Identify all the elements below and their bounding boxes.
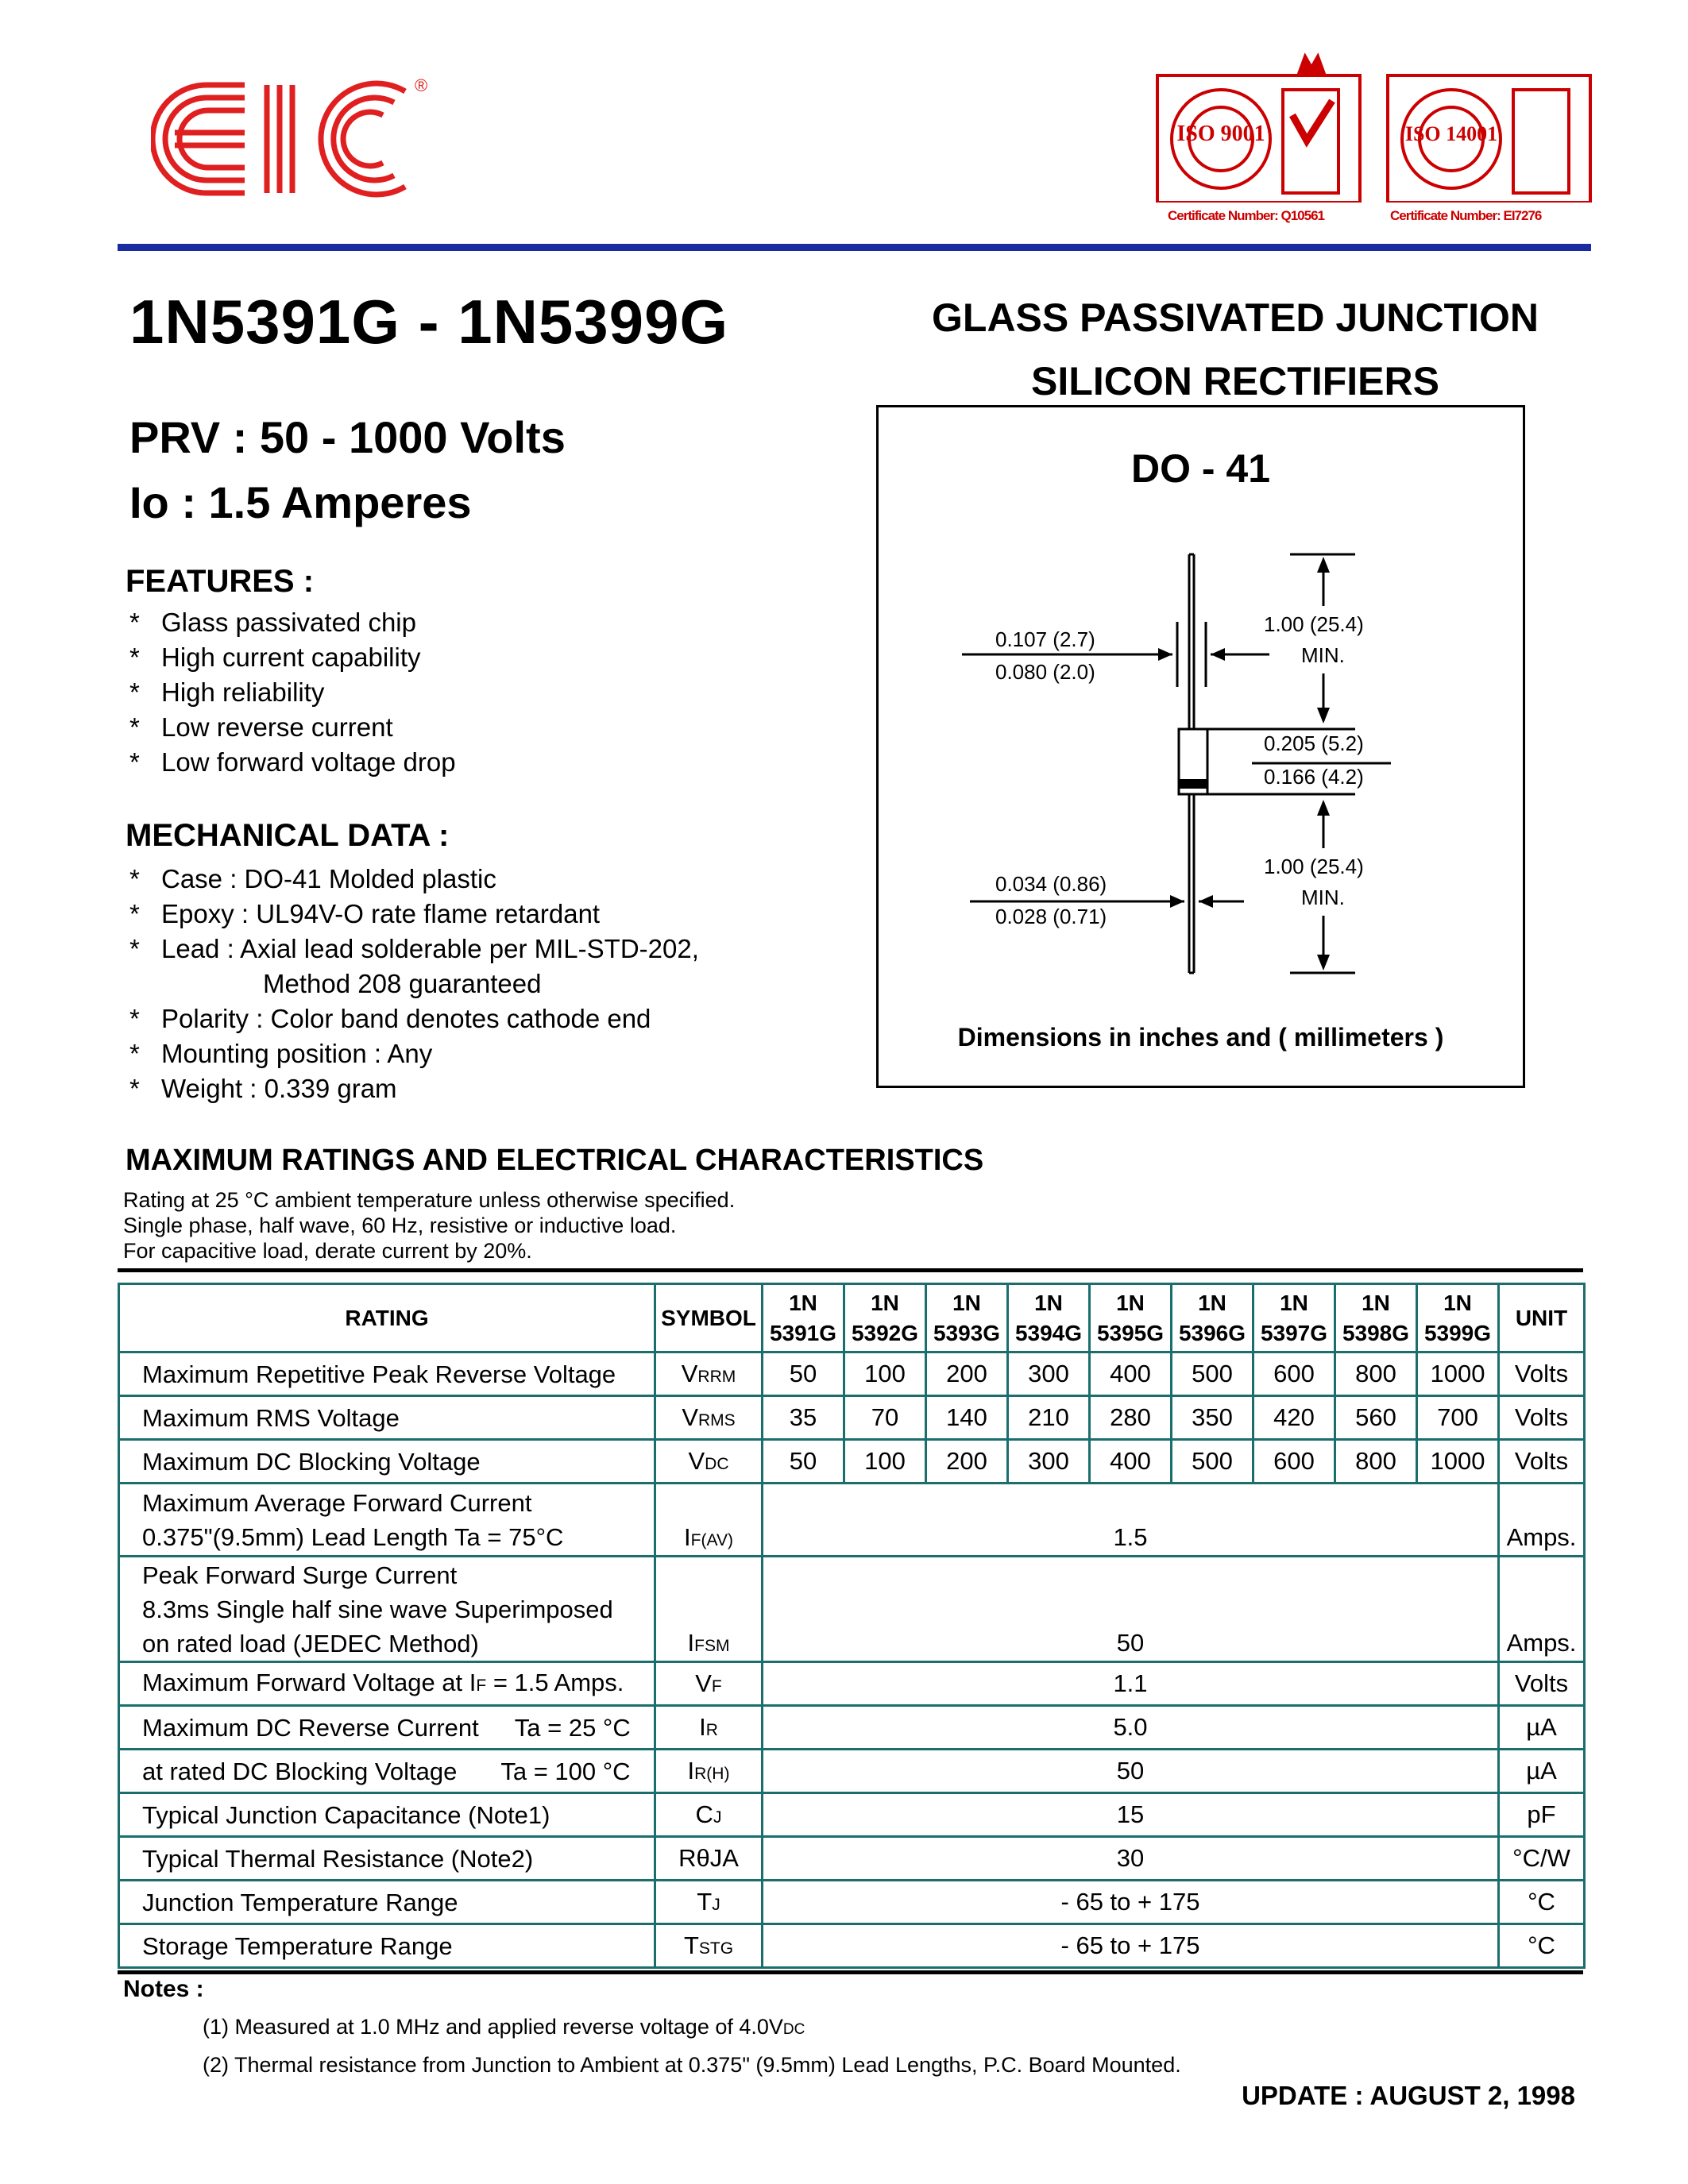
- rating-unit: pF: [1499, 1793, 1585, 1837]
- table-row: [119, 1396, 1585, 1440]
- rating-value: 50: [763, 1750, 1499, 1793]
- cert-number-2: Certificate Number: EI7276: [1390, 208, 1542, 223]
- rating-unit: Amps.: [1499, 1557, 1585, 1662]
- table-row: [119, 1440, 1585, 1484]
- rating-unit: Amps.: [1499, 1484, 1585, 1557]
- rating-desc: Maximum Repetitive Peak Reverse Voltage: [119, 1352, 655, 1396]
- rating-value: 350: [1172, 1396, 1253, 1440]
- iso-9001-mark: ISO 9001: [1176, 122, 1265, 146]
- list-item: * Epoxy : UL94V-O rate flame retardant: [129, 899, 601, 928]
- rating-value: 100: [844, 1440, 926, 1484]
- rating-symbol: IFSM: [655, 1557, 763, 1662]
- rating-desc: Storage Temperature Range: [119, 1924, 655, 1968]
- header-unit: UNIT: [1499, 1284, 1585, 1352]
- table-row: [119, 1924, 1585, 1968]
- list-item: * Polarity : Color band denotes cathode end: [129, 1004, 651, 1033]
- ratings-table: [118, 1283, 1586, 1969]
- rating-symbol: TSTG: [655, 1924, 763, 1968]
- rating-value: 100: [844, 1352, 926, 1396]
- rating-value: 400: [1090, 1440, 1172, 1484]
- list-item: * Glass passivated chip: [129, 608, 416, 637]
- update-date: UPDATE : AUGUST 2, 1998: [1242, 2081, 1575, 2110]
- prv-rating: [129, 405, 566, 535]
- eic-logo: [151, 68, 445, 210]
- rating-symbol: VRMS: [655, 1396, 763, 1440]
- rating-desc: Junction Temperature Range: [119, 1881, 655, 1924]
- registered-mark: ®: [415, 75, 428, 95]
- rating-unit: Volts: [1499, 1352, 1585, 1396]
- rating-symbol: CJ: [655, 1793, 763, 1837]
- rating-unit: Volts: [1499, 1396, 1585, 1440]
- rating-desc: Maximum Average Forward Current 0.375"(9.5mm) Lead Length Ta = 75°C: [119, 1484, 655, 1557]
- header-part: 1N 5392G: [844, 1284, 926, 1352]
- list-item: * Weight : 0.339 gram: [129, 1074, 397, 1103]
- rating-value: 1.1: [763, 1662, 1499, 1706]
- header-part: 1N 5394G: [1008, 1284, 1090, 1352]
- rating-value: 50: [763, 1352, 844, 1396]
- package-name: DO - 41: [1130, 446, 1271, 491]
- rating-desc: at rated DC Blocking Voltage Ta = 100 °C: [119, 1750, 655, 1793]
- rating-desc: Typical Thermal Resistance (Note2): [119, 1837, 655, 1881]
- ratings-conditions: [123, 1187, 735, 1264]
- rating-value: 600: [1253, 1440, 1335, 1484]
- rating-value: 35: [763, 1396, 844, 1440]
- table-row: [119, 1837, 1585, 1881]
- header-symbol: SYMBOL: [655, 1284, 763, 1352]
- rating-value: 30: [763, 1837, 1499, 1881]
- header-part: 1N 5397G: [1253, 1284, 1335, 1352]
- dimensions-note: Dimensions in inches and ( millimeters ): [957, 1023, 1444, 1051]
- note-item: (2) Thermal resistance from Junction to Ambient at 0.375" (9.5mm) Lead Lengths, P.C. Board Mounted.: [203, 2053, 1181, 2077]
- dim-wire-2: 0.028 (0.71): [995, 905, 1107, 928]
- rating-symbol: IR(H): [655, 1750, 763, 1793]
- rating-value: 5.0: [763, 1706, 1499, 1750]
- rating-unit: µA: [1499, 1750, 1585, 1793]
- rating-value: 700: [1417, 1396, 1499, 1440]
- rating-desc: Typical Junction Capacitance (Note1): [119, 1793, 655, 1837]
- table-row: [119, 1484, 1585, 1557]
- rating-value: 800: [1335, 1440, 1417, 1484]
- rating-desc: Maximum RMS Voltage: [119, 1396, 655, 1440]
- table-header-row: [119, 1284, 1585, 1352]
- rating-desc: Peak Forward Surge Current 8.3ms Single half sine wave Superimposed on rated load (JEDEC Method): [119, 1557, 655, 1662]
- header-rating: RATING: [119, 1284, 655, 1352]
- do41-drawing: [879, 407, 1523, 1086]
- condition-line: For capacitive load, derate current by 20%.: [123, 1239, 532, 1263]
- list-item: * Low forward voltage drop: [129, 747, 456, 777]
- header-part: 1N 5391G: [763, 1284, 844, 1352]
- rating-value: 500: [1172, 1440, 1253, 1484]
- rating-value: 140: [926, 1396, 1008, 1440]
- table-row: [119, 1557, 1585, 1662]
- table-row: [119, 1881, 1585, 1924]
- list-item: * Mounting position : Any: [129, 1039, 433, 1068]
- rating-value: 200: [926, 1352, 1008, 1396]
- table-top-rule: [118, 1268, 1583, 1272]
- dim-length-bot-2: MIN.: [1301, 886, 1345, 909]
- list-item: * Low reverse current: [129, 712, 393, 742]
- rating-value: 15: [763, 1793, 1499, 1837]
- cert-number-1: Certificate Number: Q10561: [1168, 208, 1324, 223]
- rating-symbol: VDC: [655, 1440, 763, 1484]
- rating-value: 1.5: [763, 1484, 1499, 1557]
- table-row: [119, 1793, 1585, 1837]
- ratings-heading: MAXIMUM RATINGS AND ELECTRICAL CHARACTERISTICS: [126, 1144, 984, 1177]
- rating-unit: Volts: [1499, 1662, 1585, 1706]
- mechanical-heading: MECHANICAL DATA :: [126, 818, 450, 853]
- table-row: [119, 1706, 1585, 1750]
- rating-value: 420: [1253, 1396, 1335, 1440]
- rating-value: 50: [763, 1440, 844, 1484]
- rating-unit: °C/W: [1499, 1837, 1585, 1881]
- rating-value: 50: [763, 1557, 1499, 1662]
- certification-marks: [1156, 52, 1593, 203]
- rating-value: - 65 to + 175: [763, 1881, 1499, 1924]
- features-list: [129, 605, 456, 780]
- header-part: 1N 5395G: [1090, 1284, 1172, 1352]
- rating-value: 800: [1335, 1352, 1417, 1396]
- notes-list: [203, 2009, 1181, 2082]
- rating-symbol: TJ: [655, 1881, 763, 1924]
- note-item: (1) Measured at 1.0 MHz and applied reverse voltage of 4.0VDC: [203, 2015, 805, 2039]
- list-item: * High reliability: [129, 677, 325, 707]
- rating-symbol: VRRM: [655, 1352, 763, 1396]
- rating-symbol: RθJA: [655, 1837, 763, 1881]
- package-drawing-box: [876, 405, 1525, 1088]
- rating-value: 200: [926, 1440, 1008, 1484]
- list-item: * High current capability: [129, 642, 421, 672]
- rating-symbol: IR: [655, 1706, 763, 1750]
- rating-value: 300: [1008, 1352, 1090, 1396]
- rating-desc: Maximum DC Blocking Voltage: [119, 1440, 655, 1484]
- rating-unit: °C: [1499, 1881, 1585, 1924]
- prv-line: PRV : 50 - 1000 Volts: [129, 412, 566, 462]
- dim-wire-1: 0.034 (0.86): [995, 872, 1107, 896]
- rating-value: 560: [1335, 1396, 1417, 1440]
- dim-body-2: 0.166 (4.2): [1264, 765, 1364, 789]
- rating-unit: °C: [1499, 1924, 1585, 1968]
- header-part: 1N 5393G: [926, 1284, 1008, 1352]
- product-title: [842, 286, 1628, 413]
- table-row: [119, 1352, 1585, 1396]
- header-part: 1N 5399G: [1417, 1284, 1499, 1352]
- features-heading: FEATURES :: [126, 564, 315, 599]
- mechanical-list: [129, 862, 699, 1106]
- notes-heading: Notes :: [123, 1976, 204, 2002]
- rating-value: 600: [1253, 1352, 1335, 1396]
- table-bottom-rule: [118, 1970, 1583, 1974]
- rating-desc: Maximum DC Reverse Current Ta = 25 °C: [119, 1706, 655, 1750]
- table-row: [119, 1750, 1585, 1793]
- dim-length-top-1: 1.00 (25.4): [1264, 612, 1364, 636]
- rating-symbol: VF: [655, 1662, 763, 1706]
- dim-lead-top-2: 0.080 (2.0): [995, 660, 1095, 684]
- rating-symbol: IF(AV): [655, 1484, 763, 1557]
- header-rule: [118, 244, 1591, 251]
- rating-value: 70: [844, 1396, 926, 1440]
- rating-unit: Volts: [1499, 1440, 1585, 1484]
- list-item: * Lead : Axial lead solderable per MIL-STD-202,: [129, 934, 699, 963]
- condition-line: Rating at 25 °C ambient temperature unless otherwise specified.: [123, 1188, 736, 1212]
- dim-body-1: 0.205 (5.2): [1264, 731, 1364, 755]
- title-line-2: SILICON RECTIFIERS: [1031, 359, 1439, 403]
- rating-value: 1000: [1417, 1352, 1499, 1396]
- dim-length-top-2: MIN.: [1301, 643, 1345, 667]
- rating-value: 500: [1172, 1352, 1253, 1396]
- dim-lead-top-1: 0.107 (2.7): [995, 627, 1095, 651]
- table-row: [119, 1662, 1585, 1706]
- header-part: 1N 5396G: [1172, 1284, 1253, 1352]
- rating-unit: µA: [1499, 1706, 1585, 1750]
- part-number: 1N5391G - 1N5399G: [129, 287, 729, 357]
- title-line-1: GLASS PASSIVATED JUNCTION: [932, 295, 1539, 340]
- rating-value: 300: [1008, 1440, 1090, 1484]
- dim-length-bot-1: 1.00 (25.4): [1264, 855, 1364, 878]
- rating-value: 280: [1090, 1396, 1172, 1440]
- rating-value: 1000: [1417, 1440, 1499, 1484]
- rating-value: 400: [1090, 1352, 1172, 1396]
- header-part: 1N 5398G: [1335, 1284, 1417, 1352]
- rating-value: 210: [1008, 1396, 1090, 1440]
- condition-line: Single phase, half wave, 60 Hz, resistive or inductive load.: [123, 1214, 677, 1237]
- rating-desc: Maximum Forward Voltage at IF = 1.5 Amps.: [119, 1662, 655, 1706]
- list-item-continuation: Method 208 guaranteed: [263, 969, 542, 998]
- rating-value: - 65 to + 175: [763, 1924, 1499, 1968]
- list-item: * Case : DO-41 Molded plastic: [129, 864, 496, 893]
- io-line: Io : 1.5 Amperes: [129, 477, 472, 527]
- iso-14001-mark: ISO 14001: [1404, 122, 1498, 145]
